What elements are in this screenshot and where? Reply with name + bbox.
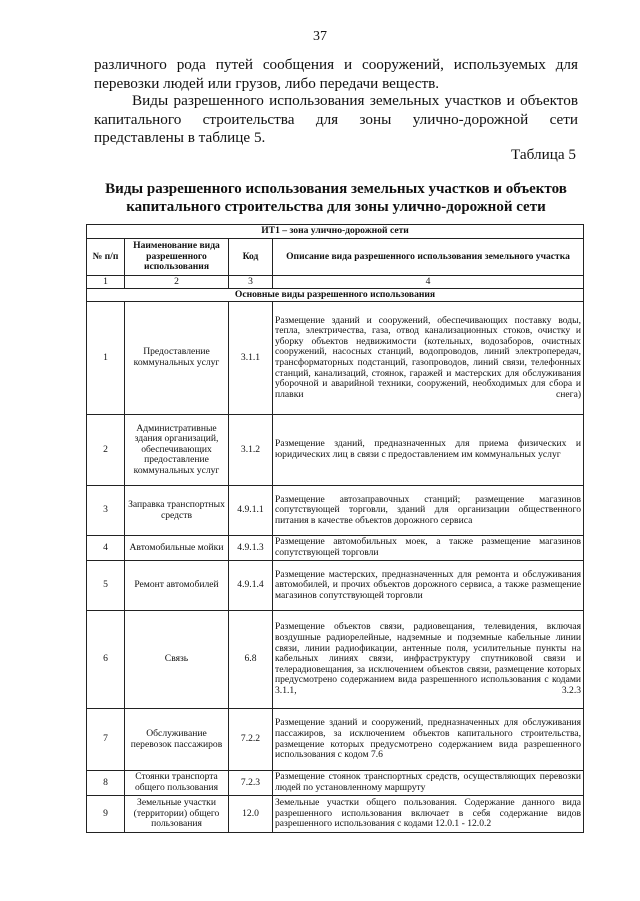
- row-name: Обслуживание перевозок пассажиров: [125, 709, 229, 771]
- row-num: 4: [87, 536, 125, 561]
- table-row: [87, 536, 584, 561]
- header-num: № п/п: [87, 239, 125, 276]
- row-desc: Размещение автозаправочных станций; размещение магазинов сопутствующей торговли, зданий для организации общественного питания в качестве объектов дорожного сервиса: [273, 486, 584, 536]
- zone-title: ИТ1 – зона улично-дорожной сети: [87, 225, 584, 239]
- header-row: [87, 239, 584, 276]
- row-name: Предоставление коммунальных услуг: [125, 302, 229, 415]
- col-number: 4: [273, 276, 584, 289]
- row-num: 5: [87, 561, 125, 611]
- row-name: Заправка транспортных средств: [125, 486, 229, 536]
- row-desc: Размещение зданий и сооружений, предназначенных для обслуживания пассажиров, за исключением объектов капитального строительства, размещение которых предусмотрено содержанием вида разрешенного использования с кодом 7.6: [273, 709, 584, 771]
- row-name: Связь: [125, 611, 229, 709]
- row-num: 6: [87, 611, 125, 709]
- section-title: Основные виды разрешенного использования: [87, 289, 584, 302]
- row-desc: Размещение мастерских, предназначенных для ремонта и обслуживания автомобилей, и прочих объектов дорожного сервиса, а также размещение магазинов сопутствующей торговли: [273, 561, 584, 611]
- row-name: Стоянки транспорта общего пользования: [125, 771, 229, 796]
- table-row: [87, 415, 584, 486]
- table-caption-line-1: Виды разрешенного использования земельных участков и объектов: [105, 181, 567, 197]
- row-desc: Размещение объектов связи, радиовещания, телевидения, включая воздушные радиорелейные, надземные и подземные кабельные линии связи, линии радиофикации, антенные поля, усилительные пункты на кабельных линиях связи, инфраструктуру спутниковой связи и телерадиовещания, за исключением объектов связи, размещение которых предусмотрено содержанием вида разрешенного использования с кодами 3.1.1, 3.2.3: [273, 611, 584, 709]
- row-num: 9: [87, 796, 125, 833]
- row-code: 7.2.3: [229, 771, 273, 796]
- row-desc: Размещение автомобильных моек, а также размещение магазинов сопутствующей торговли: [273, 536, 584, 561]
- paragraph-2: Виды разрешенного использования земельных участков и объектов капитального строительства для зоны улично-дорожной сети представлены в таблице 5.: [94, 92, 578, 146]
- row-code: 3.1.1: [229, 302, 273, 415]
- row-desc: Размещение стоянок транспортных средств, осуществляющих перевозки людей по установленному маршруту: [273, 771, 584, 796]
- column-number-row: [87, 276, 584, 289]
- zone-title-row: [87, 225, 584, 239]
- row-code: 3.1.2: [229, 415, 273, 486]
- table-row: [87, 302, 584, 415]
- row-code: 6.8: [229, 611, 273, 709]
- table-caption: [94, 180, 578, 216]
- table-row: [87, 771, 584, 796]
- table-row: [87, 611, 584, 709]
- row-desc: Размещение зданий, предназначенных для приема физических и юридических лиц в связи с предоставлением им коммунальных услуг: [273, 415, 584, 486]
- table-row: [87, 796, 584, 833]
- paragraph-1: различного рода путей сообщения и сооружений, используемых для перевозки людей или грузов, либо передачи веществ.: [94, 56, 578, 92]
- page-number: 37: [313, 29, 327, 44]
- row-num: 1: [87, 302, 125, 415]
- row-code: 4.9.1.3: [229, 536, 273, 561]
- table-row: [87, 486, 584, 536]
- row-num: 3: [87, 486, 125, 536]
- land-use-table: [86, 224, 584, 833]
- row-num: 2: [87, 415, 125, 486]
- col-number: 1: [87, 276, 125, 289]
- header-desc: Описание вида разрешенного использования земельного участка: [273, 239, 584, 276]
- row-num: 7: [87, 709, 125, 771]
- row-name: Автомобильные мойки: [125, 536, 229, 561]
- section-row: [87, 289, 584, 302]
- row-name: Административные здания организаций, обеспечивающих предоставление коммунальных услуг: [125, 415, 229, 486]
- header-code: Код: [229, 239, 273, 276]
- row-code: 4.9.1.1: [229, 486, 273, 536]
- row-code: 7.2.2: [229, 709, 273, 771]
- table-caption-line-2: капитального строительства для зоны улично-дорожной сети: [126, 199, 546, 215]
- row-name: Земельные участки (территории) общего пользования: [125, 796, 229, 833]
- table-row: [87, 709, 584, 771]
- row-desc: Размещение зданий и сооружений, обеспечивающих поставку воды, тепла, электричества, газа, отвод канализационных стоков, очистку и уборку объектов недвижимости (котельных, водозаборов, очистных сооружений, насосных станций, водопроводов, линий электропередач, трансформаторных подстанций, газопроводов, линий связи, телефонных станций, канализаций, стоянок, гаражей и мастерских для обслуживания уборочной и аварийной техники, сооружений, необходимых для сбора и плавки снега): [273, 302, 584, 415]
- row-name: Ремонт автомобилей: [125, 561, 229, 611]
- row-code: 4.9.1.4: [229, 561, 273, 611]
- col-number: 2: [125, 276, 229, 289]
- table-label: Таблица 5: [511, 146, 576, 163]
- row-code: 12.0: [229, 796, 273, 833]
- table-row: [87, 561, 584, 611]
- col-number: 3: [229, 276, 273, 289]
- row-num: 8: [87, 771, 125, 796]
- row-desc: Земельные участки общего пользования. Содержание данного вида разрешенного использования включает в себя содержание видов разрешенного использования с кодами 12.0.1 - 12.0.2: [273, 796, 584, 833]
- header-name: Наименование вида разрешенного использования: [125, 239, 229, 276]
